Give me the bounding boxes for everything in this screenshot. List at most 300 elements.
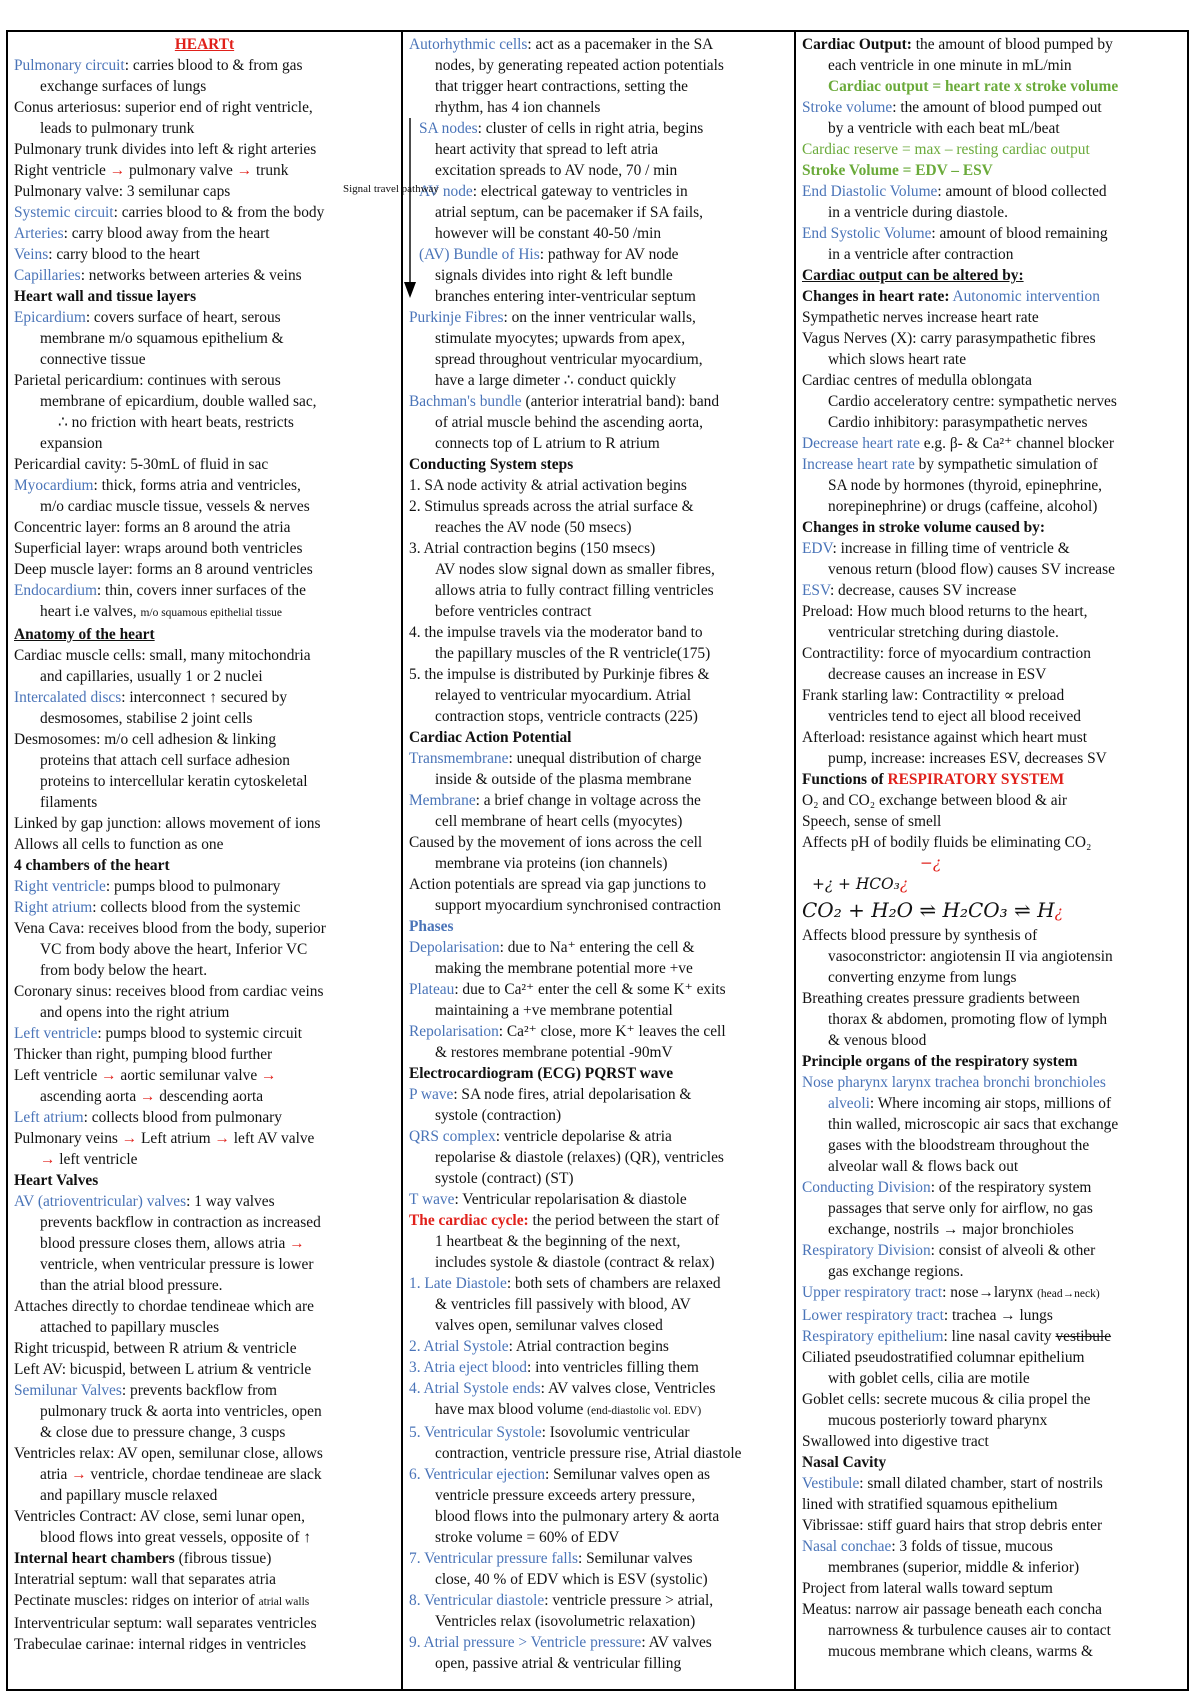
text-line xyxy=(409,664,788,685)
text-line xyxy=(14,76,395,97)
text-segment: Depolarisation xyxy=(409,939,500,956)
text-line xyxy=(14,1443,395,1464)
text-segment: → xyxy=(261,1067,277,1084)
text-segment: Heart Valves xyxy=(14,1172,99,1189)
text-line xyxy=(802,874,1181,895)
text-line xyxy=(409,202,788,223)
text-line xyxy=(802,832,1181,853)
text-line xyxy=(14,1002,395,1023)
text-segment: and papillary muscle relaxed xyxy=(40,1487,218,1504)
text-segment: ventricle, when ventricular pressure is lower xyxy=(40,1256,314,1273)
text-line xyxy=(14,55,395,76)
text-segment: Right ventricle xyxy=(14,162,110,179)
text-line xyxy=(409,1252,788,1273)
text-segment: Autorhythmic cells xyxy=(409,36,528,53)
text-segment: Meatus: narrow air passage beneath each concha xyxy=(802,1601,1102,1618)
text-segment: → xyxy=(101,1067,117,1084)
text-line xyxy=(802,223,1181,244)
text-segment: close, 40 % of EDV which is ESV (systolic) xyxy=(435,1571,708,1588)
text-line xyxy=(802,790,1181,811)
text-segment: : collects blood from the systemic xyxy=(92,899,301,916)
text-line xyxy=(14,1359,395,1380)
text-line xyxy=(802,1494,1181,1515)
text-line xyxy=(409,769,788,790)
text-line xyxy=(14,1170,395,1191)
text-line xyxy=(14,1569,395,1590)
text-line xyxy=(802,34,1181,55)
text-line xyxy=(802,55,1181,76)
text-line xyxy=(802,1347,1181,1368)
text-line xyxy=(802,1557,1181,1578)
text-segment: gas exchange regions. xyxy=(828,1263,964,1280)
text-line xyxy=(14,580,395,601)
text-segment: lined with stratified squamous epithelium xyxy=(802,1496,1058,1513)
text-segment: that trigger heart contractions, setting the xyxy=(435,78,689,95)
text-segment: Vena Cava: receives blood from the body, superior xyxy=(14,920,326,937)
text-segment: O₂ and CO₂ exchange between blood & air xyxy=(802,792,1068,809)
text-line xyxy=(802,1282,1181,1305)
text-segment: & venous blood xyxy=(828,1032,927,1049)
text-segment: filaments xyxy=(40,794,98,811)
text-segment: : Ca²⁺ close, more K⁺ leaves the cell xyxy=(498,1023,726,1040)
text-line xyxy=(802,895,1181,925)
text-line xyxy=(409,1632,788,1653)
text-line xyxy=(802,601,1181,622)
text-segment: thorax & abdomen, promoting flow of lymph xyxy=(828,1011,1108,1028)
text-line xyxy=(14,1107,395,1128)
text-line xyxy=(409,685,788,706)
text-line xyxy=(409,223,788,244)
text-line xyxy=(409,307,788,328)
text-line xyxy=(14,1191,395,1212)
text-line xyxy=(14,708,395,729)
text-line xyxy=(409,1105,788,1126)
text-line xyxy=(802,265,1181,286)
text-segment: Trabeculae carinae: internal ridges in ventricles xyxy=(14,1636,307,1653)
text-segment: Changes in stroke volume caused by: xyxy=(802,519,1045,536)
text-segment: repolarise & diastole (relaxes) (QR), ventricles xyxy=(435,1149,724,1166)
column-output-respiratory xyxy=(796,32,1187,1689)
text-segment: AV node xyxy=(419,183,473,200)
text-segment: Pectinate muscles: ridges on interior of xyxy=(14,1592,259,1609)
text-line xyxy=(802,349,1181,370)
text-segment: : of the respiratory system xyxy=(930,1179,1092,1196)
text-segment: proteins to intercellular keratin cytoskeletal xyxy=(40,773,308,790)
text-segment: : pathway for AV node xyxy=(539,246,679,263)
text-segment: → xyxy=(140,1088,156,1105)
text-segment: Action potentials are spread via gap junctions to xyxy=(409,876,707,893)
text-segment: : consist of alveoli & other xyxy=(930,1242,1096,1259)
text-line xyxy=(409,139,788,160)
text-line xyxy=(14,1317,395,1338)
text-segment: vestibule xyxy=(1055,1328,1112,1345)
text-line xyxy=(802,139,1181,160)
text-line xyxy=(14,918,395,939)
text-segment: Heart wall and tissue layers xyxy=(14,288,197,305)
text-segment: vasoconstrictor: angiotensin II via angiotensin xyxy=(828,948,1113,965)
text-segment: P wave xyxy=(409,1086,454,1103)
text-line xyxy=(409,55,788,76)
text-segment: : unequal distribution of charge xyxy=(508,750,702,767)
text-segment: Swallowed into digestive tract xyxy=(802,1433,989,1450)
text-segment: (head→neck) xyxy=(1037,1288,1100,1300)
text-segment: blood pressure closes them, allows atria xyxy=(40,1235,290,1252)
text-segment: before ventricles contract xyxy=(435,603,592,620)
text-line xyxy=(409,349,788,370)
text-line xyxy=(802,1051,1181,1072)
text-segment: descending aorta xyxy=(155,1088,264,1105)
text-line xyxy=(14,1485,395,1506)
text-segment: Sympathetic nerves increase heart rate xyxy=(802,309,1039,326)
text-line xyxy=(14,601,395,624)
text-segment: 3. Atrial contraction begins (150 msecs) xyxy=(409,540,656,557)
text-line xyxy=(802,1536,1181,1557)
text-line xyxy=(14,1128,395,1149)
text-line xyxy=(14,97,395,118)
text-line xyxy=(14,687,395,708)
text-segment: : the amount of blood pumped out xyxy=(892,99,1102,116)
text-segment: : networks between arteries & veins xyxy=(80,267,302,284)
text-line xyxy=(14,391,395,412)
text-line xyxy=(409,454,788,475)
text-segment: m/o squamous epithelial tissue xyxy=(140,607,282,619)
text-segment: nodes, by generating repeated action potentials xyxy=(435,57,724,74)
text-segment: Afterload: resistance against which heart must xyxy=(802,729,1088,746)
text-line xyxy=(14,538,395,559)
text-segment: : collects blood from pulmonary xyxy=(83,1109,282,1126)
text-segment: Cardiac output can be altered by: xyxy=(802,267,1024,284)
text-line xyxy=(14,1506,395,1527)
text-line xyxy=(409,1357,788,1378)
text-segment: Breathing creates pressure gradients between xyxy=(802,990,1080,1007)
text-segment: VC from body above the heart, Inferior VC xyxy=(40,941,308,958)
text-segment: trunk xyxy=(252,162,289,179)
text-segment: → xyxy=(214,1130,230,1147)
text-line xyxy=(802,769,1181,790)
text-segment: Semilunar Valves xyxy=(14,1382,122,1399)
text-segment: Increase heart rate xyxy=(802,456,915,473)
text-segment: : carry blood away from the heart xyxy=(63,225,270,242)
text-segment: expansion xyxy=(40,435,103,452)
text-line xyxy=(802,1093,1181,1114)
text-segment: Pulmonary valve: 3 semilunar caps xyxy=(14,183,231,200)
text-segment: T wave xyxy=(409,1191,455,1208)
text-line xyxy=(14,876,395,897)
text-line xyxy=(409,160,788,181)
text-line xyxy=(409,1063,788,1084)
text-line xyxy=(802,1389,1181,1410)
text-segment: relayed to ventricular myocardium. Atrial xyxy=(435,687,691,704)
text-segment: signals divides into right & left bundle xyxy=(435,267,673,284)
text-segment: stroke volume = 60% of EDV xyxy=(435,1529,620,1546)
text-segment: AV nodes slow signal down as smaller fibres, xyxy=(435,561,715,578)
text-segment: allows atria to fully contract filling ventricles xyxy=(435,582,714,599)
text-line xyxy=(802,1515,1181,1536)
text-line xyxy=(802,202,1181,223)
text-segment: : AV valves close, Ventricles xyxy=(540,1380,716,1397)
text-line xyxy=(409,748,788,769)
text-segment: desmosomes, stabilise 2 joint cells xyxy=(40,710,253,727)
text-line xyxy=(409,1210,788,1231)
text-segment: : increase in filling time of ventricle & xyxy=(832,540,1070,557)
text-line xyxy=(802,118,1181,139)
text-line xyxy=(14,181,395,202)
text-segment: atrial walls xyxy=(258,1596,310,1608)
text-line xyxy=(409,916,788,937)
text-segment: by sympathetic simulation of xyxy=(914,456,1098,473)
text-segment: (fibrous tissue) xyxy=(174,1550,272,1567)
text-line xyxy=(14,517,395,538)
text-segment: maintaining a +ve membrane potential xyxy=(435,1002,673,1019)
text-segment: systole (contract) (ST) xyxy=(435,1170,574,1187)
text-line xyxy=(802,580,1181,601)
text-line xyxy=(802,412,1181,433)
text-segment: 2. Stimulus spreads across the atrial surface & xyxy=(409,498,694,515)
text-segment: 4 chambers of the heart xyxy=(14,857,170,874)
text-line xyxy=(14,729,395,750)
text-segment: ventricle pressure exceeds artery pressure, xyxy=(435,1487,696,1504)
text-line xyxy=(409,1126,788,1147)
text-segment: branches entering inter-ventricular septum xyxy=(435,288,696,305)
text-segment: connects top of L atrium to R atrium xyxy=(435,435,660,452)
text-segment: HEARTt xyxy=(174,36,235,53)
text-segment: Vagus Nerves (X): carry parasympathetic fibres xyxy=(802,330,1096,347)
text-line xyxy=(14,1275,395,1296)
text-segment: CO₂ + H₂O ⇌ H₂CO₃ ⇌ H xyxy=(802,898,1055,922)
text-segment: aortic semilunar valve xyxy=(116,1067,262,1084)
text-line xyxy=(14,160,395,181)
text-line xyxy=(802,685,1181,706)
text-line xyxy=(409,622,788,643)
text-segment: → xyxy=(40,1151,56,1168)
text-segment: 9. Atrial pressure > Ventricle pressure xyxy=(409,1634,642,1651)
text-segment: leads to pulmonary trunk xyxy=(40,120,195,137)
text-segment: Cardiac Action Potential xyxy=(409,729,572,746)
text-segment: Endocardium xyxy=(14,582,97,599)
text-line xyxy=(409,1527,788,1548)
text-line xyxy=(409,1168,788,1189)
text-segment: Intercalated discs xyxy=(14,689,122,706)
text-segment: rhythm, has 4 ion channels xyxy=(435,99,601,116)
text-segment: than the atrial blood pressure. xyxy=(40,1277,223,1294)
text-line xyxy=(14,981,395,1002)
text-segment: Changes in heart rate: xyxy=(802,288,950,305)
text-segment: Right atrium xyxy=(14,899,93,916)
text-line xyxy=(14,897,395,918)
text-line xyxy=(802,1620,1181,1641)
text-segment: exchange surfaces of lungs xyxy=(40,78,207,95)
text-line xyxy=(802,1368,1181,1389)
text-segment: membrane m/o squamous epithelium & xyxy=(40,330,284,347)
text-segment: Coronary sinus: receives blood from cardiac veins xyxy=(14,983,324,1000)
text-line xyxy=(409,1443,788,1464)
text-segment: membranes (superior, middle & inferior) xyxy=(828,1559,1080,1576)
text-segment: Ventricles relax: AV open, semilunar close, allows xyxy=(14,1445,323,1462)
text-segment: exchange, nostrils → major bronchioles xyxy=(828,1221,1074,1238)
text-segment: Respiratory epithelium xyxy=(802,1328,944,1345)
text-segment: Respiratory Division xyxy=(802,1242,931,1259)
text-segment: Deep muscle layer: forms an 8 around ventricles xyxy=(14,561,313,578)
text-segment: making the membrane potential more +ve xyxy=(435,960,693,977)
text-line xyxy=(14,286,395,307)
text-segment: Ciliated pseudostratified columnar epithelium xyxy=(802,1349,1085,1366)
text-segment: Cardio acceleratory centre: sympathetic nerves xyxy=(828,393,1117,410)
text-segment: −¿ xyxy=(920,854,942,872)
text-segment: with goblet cells, cilia are motile xyxy=(828,1370,1030,1387)
text-segment: atria xyxy=(40,1466,72,1483)
text-line xyxy=(802,967,1181,988)
text-segment: Thicker than right, pumping blood further xyxy=(14,1046,273,1063)
text-line xyxy=(802,1030,1181,1051)
text-segment: 7. Ventricular pressure falls xyxy=(409,1550,578,1567)
text-segment: Vibrissae: stiff guard hairs that strop debris enter xyxy=(802,1517,1103,1534)
text-line xyxy=(802,454,1181,475)
text-segment: have a large dimeter ∴ conduct quickly xyxy=(435,372,677,389)
text-segment: : Where incoming air stops, millions of xyxy=(869,1095,1112,1112)
text-segment: AV (atrioventricular) valves xyxy=(14,1193,187,1210)
text-line xyxy=(409,937,788,958)
text-segment: converting enzyme from lungs xyxy=(828,969,1017,986)
text-line xyxy=(409,118,788,139)
text-line xyxy=(802,1261,1181,1282)
text-segment: (end-diastolic vol. EDV) xyxy=(587,1405,702,1417)
text-segment: & close due to pressure change, 3 cusps xyxy=(40,1424,286,1441)
text-line xyxy=(409,391,788,412)
text-line xyxy=(409,1147,788,1168)
text-segment: Epicardium xyxy=(14,309,86,326)
text-line xyxy=(802,853,1181,874)
text-line xyxy=(802,1240,1181,1261)
text-line xyxy=(409,265,788,286)
text-segment: of atrial muscle behind the ascending aorta, xyxy=(435,414,703,431)
text-line xyxy=(409,286,788,307)
text-segment: : electrical gateway to ventricles in xyxy=(472,183,688,200)
text-line xyxy=(409,790,788,811)
text-segment: in a ventricle during diastole. xyxy=(828,204,1008,221)
text-segment: Systemic circuit xyxy=(14,204,114,221)
text-line xyxy=(409,76,788,97)
text-line xyxy=(802,1599,1181,1620)
text-line xyxy=(802,811,1181,832)
text-segment: pulmonary truck & aorta into ventricles, open xyxy=(40,1403,322,1420)
text-line xyxy=(802,370,1181,391)
text-segment: which slows heart rate xyxy=(828,351,967,368)
text-line xyxy=(409,370,788,391)
text-line xyxy=(802,748,1181,769)
text-line xyxy=(802,244,1181,265)
text-line xyxy=(409,1000,788,1021)
text-line xyxy=(802,1431,1181,1452)
text-segment: Upper respiratory tract xyxy=(802,1284,943,1301)
text-segment: passages that serve only for airflow, no gas xyxy=(828,1200,1093,1217)
text-line xyxy=(409,727,788,748)
text-segment: Desmosomes: m/o cell adhesion & linking xyxy=(14,731,277,748)
text-segment: Goblet cells: secrete mucous & cilia propel the xyxy=(802,1391,1091,1408)
text-line xyxy=(802,1219,1181,1240)
text-segment: Autonomic intervention xyxy=(949,288,1100,305)
text-segment: proteins that attach cell surface adhesion xyxy=(40,752,290,769)
text-segment: atrial septum, can be pacemaker if SA fails, xyxy=(435,204,703,221)
text-segment: : due to Na⁺ entering the cell & xyxy=(499,939,695,956)
text-segment: heart activity that spread to left atria xyxy=(435,141,659,158)
text-segment: → xyxy=(71,1466,87,1483)
text-line xyxy=(14,412,395,433)
text-segment: Allows all cells to function as one xyxy=(14,836,224,853)
text-line xyxy=(409,97,788,118)
text-segment: : AV valves xyxy=(641,1634,712,1651)
text-segment: Decrease heart rate xyxy=(802,435,920,452)
text-segment: End Diastolic Volume xyxy=(802,183,938,200)
text-segment: contraction, ventricle pressure rise, Atrial diastole xyxy=(435,1445,742,1462)
text-line xyxy=(802,181,1181,202)
text-segment: excitation spreads to AV node, 70 / min xyxy=(435,162,678,179)
text-line xyxy=(409,1273,788,1294)
text-segment: membrane of epicardium, double walled sac, xyxy=(40,393,317,410)
text-line xyxy=(802,946,1181,967)
text-segment: → xyxy=(236,162,253,179)
text-segment: venous return (blood flow) causes SV increase xyxy=(828,561,1115,578)
text-line xyxy=(409,832,788,853)
text-segment: Cardiac muscle cells: small, many mitochondria xyxy=(14,647,311,664)
text-line xyxy=(14,1296,395,1317)
text-segment: Functions of xyxy=(802,771,888,788)
text-line xyxy=(14,202,395,223)
text-line xyxy=(14,1149,395,1170)
text-segment: 6. Ventricular ejection xyxy=(409,1466,546,1483)
text-line xyxy=(409,643,788,664)
text-segment: ∴ no friction with heart beats, restricts xyxy=(58,414,294,431)
text-line xyxy=(409,1611,788,1632)
text-segment: Cardiac Output: xyxy=(802,36,912,53)
text-line xyxy=(14,855,395,876)
text-segment: → xyxy=(121,1130,138,1147)
text-segment: Conducting Division xyxy=(802,1179,931,1196)
text-line xyxy=(802,1641,1181,1662)
text-line xyxy=(802,538,1181,559)
text-segment: ¿ xyxy=(899,875,909,893)
text-line xyxy=(802,97,1181,118)
text-line xyxy=(14,939,395,960)
text-segment: however will be constant 40-50 /min xyxy=(435,225,662,242)
text-segment: : nose→larynx xyxy=(942,1284,1038,1301)
text-segment: e.g. β- & Ca²⁺ channel blocker xyxy=(919,435,1114,452)
text-segment: inside & outside of the plasma membrane xyxy=(435,771,692,788)
text-line xyxy=(802,433,1181,454)
text-line xyxy=(409,1336,788,1357)
text-line xyxy=(409,895,788,916)
text-line xyxy=(802,1452,1181,1473)
text-line xyxy=(14,960,395,981)
text-segment: Left AV: bicuspid, between L atrium & ventricle xyxy=(14,1361,312,1378)
text-segment: Ventricles relax (isovolumetric relaxation) xyxy=(435,1613,696,1630)
text-segment: narrowness & turbulence causes air to contact xyxy=(828,1622,1111,1639)
text-line xyxy=(802,1410,1181,1431)
text-line xyxy=(409,538,788,559)
text-line xyxy=(409,517,788,538)
text-segment: pump, increase: increases ESV, decreases SV xyxy=(828,750,1107,767)
text-line xyxy=(409,1042,788,1063)
text-segment: support myocardium synchronised contraction xyxy=(435,897,721,914)
text-segment: Veins xyxy=(14,246,49,263)
text-line xyxy=(409,433,788,454)
text-segment: QRS complex xyxy=(409,1128,496,1145)
text-segment: mucous posteriorly toward pharynx xyxy=(828,1412,1048,1429)
text-segment: ESV xyxy=(802,582,830,599)
text-segment: Speech, sense of smell xyxy=(802,813,942,830)
text-segment: 4. the impulse travels via the moderator band to xyxy=(409,624,703,641)
text-segment: : pumps blood to pulmonary xyxy=(105,878,281,895)
text-line xyxy=(14,1023,395,1044)
